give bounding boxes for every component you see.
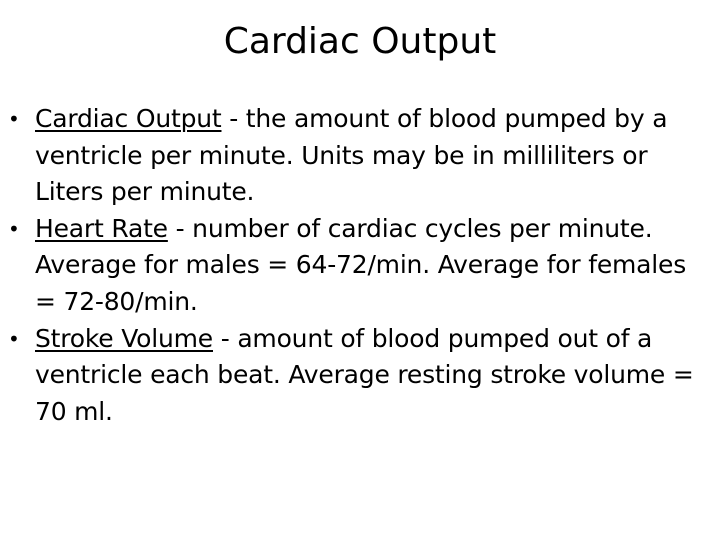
term-stroke-volume: Stroke Volume — [35, 323, 213, 353]
bullet-item-heart-rate — [0, 211, 720, 321]
bullet-icon: • — [8, 216, 20, 241]
definition-heart-rate: - number of cardiac cycles per minute. Average for males = 64-72/min. Average for females = 72-80/min. — [35, 213, 687, 316]
bullet-item-cardiac-output — [0, 101, 720, 211]
term-cardiac-output: Cardiac Output — [35, 104, 222, 133]
bullet-icon: • — [8, 107, 20, 131]
slide-title: Cardiac Output — [223, 21, 497, 62]
definition-cardiac-output: - the amount of blood pumped by a ventricle per minute. Units may be in milliliters or Liters per minute. — [35, 104, 668, 207]
definition-stroke-volume: - amount of blood pumped out of a ventricle each beat. Average resting stroke volume = 70 ml. — [35, 323, 694, 426]
bullet-icon: • — [8, 326, 20, 351]
term-heart-rate: Heart Rate — [35, 213, 168, 243]
bullet-list — [0, 101, 720, 430]
bullet-item-stroke-volume — [0, 321, 720, 431]
